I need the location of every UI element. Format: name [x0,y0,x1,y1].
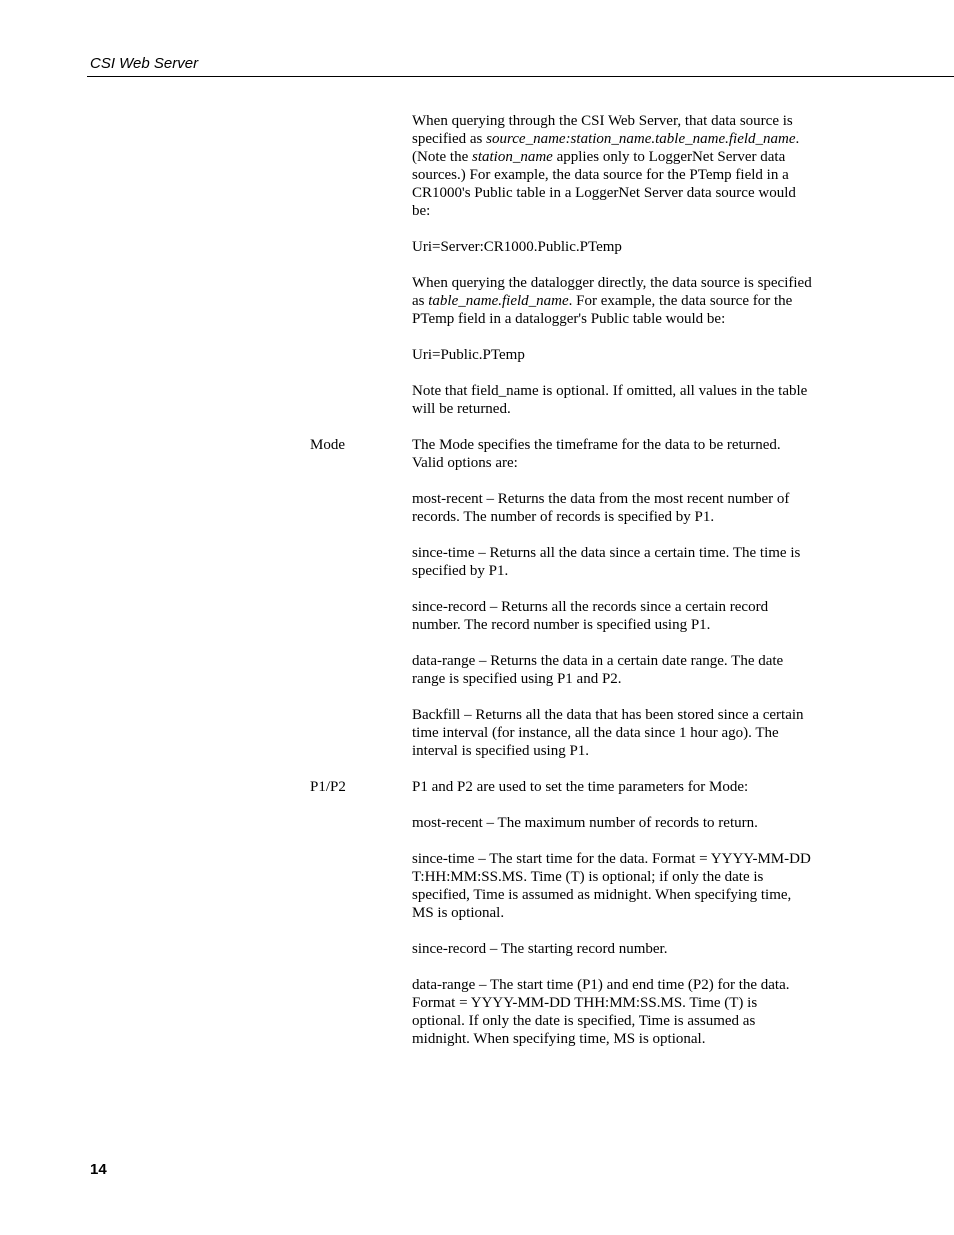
mode-option-since-record: since-record – Returns all the records since a certain record number. The record number is specified using P1. [412,599,769,633]
uri-paragraph-2: When querying the datalogger directly, the data source is specified as table_name.field_name. For example, the data source for the PTemp field in a datalogger's Public table would be: [412,275,812,327]
p1p2-most-recent: most-recent – The maximum number of records to return. [412,815,758,831]
p1p2-paragraph: P1 and P2 are used to set the time parameters for Mode: [412,779,749,795]
mode-option-most-recent: most-recent – Returns the data from the most recent number of records. The number of records is specified by P1. [412,491,790,525]
mode-option-backfill: Backfill – Returns all the data that has been stored since a certain time interval (for instance, all the data since 1 hour ago). The interval is specified using P1. [412,707,804,759]
uri-section [0,112,954,418]
running-header: CSI Web Server [90,55,199,72]
page-number: 14 [90,1161,107,1178]
mode-term: Mode [310,437,345,453]
mode-option-since-time: since-time – Returns all the data since a certain time. The time is specified by P1. [412,545,801,579]
uri-note: Note that field_name is optional. If omitted, all values in the table will be returned. [412,383,808,417]
mode-paragraph: The Mode specifies the timeframe for the data to be returned. Valid options are: [412,437,781,471]
header-rule [87,76,954,77]
p1p2-since-record: since-record – The starting record number. [412,941,668,957]
p1p2-data-range: data-range – The start time (P1) and end time (P2) for the data. Format = YYYY-MM-DD THH:MM:SS.MS. Time (T) is optional. If only the date is specified, Time is assumed as midnight. When specifying time, MS is optional. [412,977,790,1047]
uri-example-server: Uri=Server:CR1000.Public.PTemp [412,239,622,255]
mode-section [0,436,954,760]
p1p2-section [0,778,954,1048]
mode-option-data-range: data-range – Returns the data in a certain date range. The date range is specified using P1 and P2. [412,653,784,687]
p1p2-since-time: since-time – The start time for the data. Format = YYYY-MM-DD T:HH:MM:SS.MS. Time (T) is optional; if only the date is specified, Time is assumed as midnight. When specifying time, MS is optional. [412,851,811,921]
p1p2-term: P1/P2 [310,779,346,795]
uri-paragraph-1: When querying through the CSI Web Server, that data source is specified as source_name:station_name.table_name.field_name. (Note the station_name applies only to LoggerNet Server data sources.) For example, the data source for the PTemp field in a CR1000's Public table in a LoggerNet Server data source would be: [412,113,800,219]
uri-example-direct: Uri=Public.PTemp [412,347,525,363]
page-body [0,112,954,1066]
